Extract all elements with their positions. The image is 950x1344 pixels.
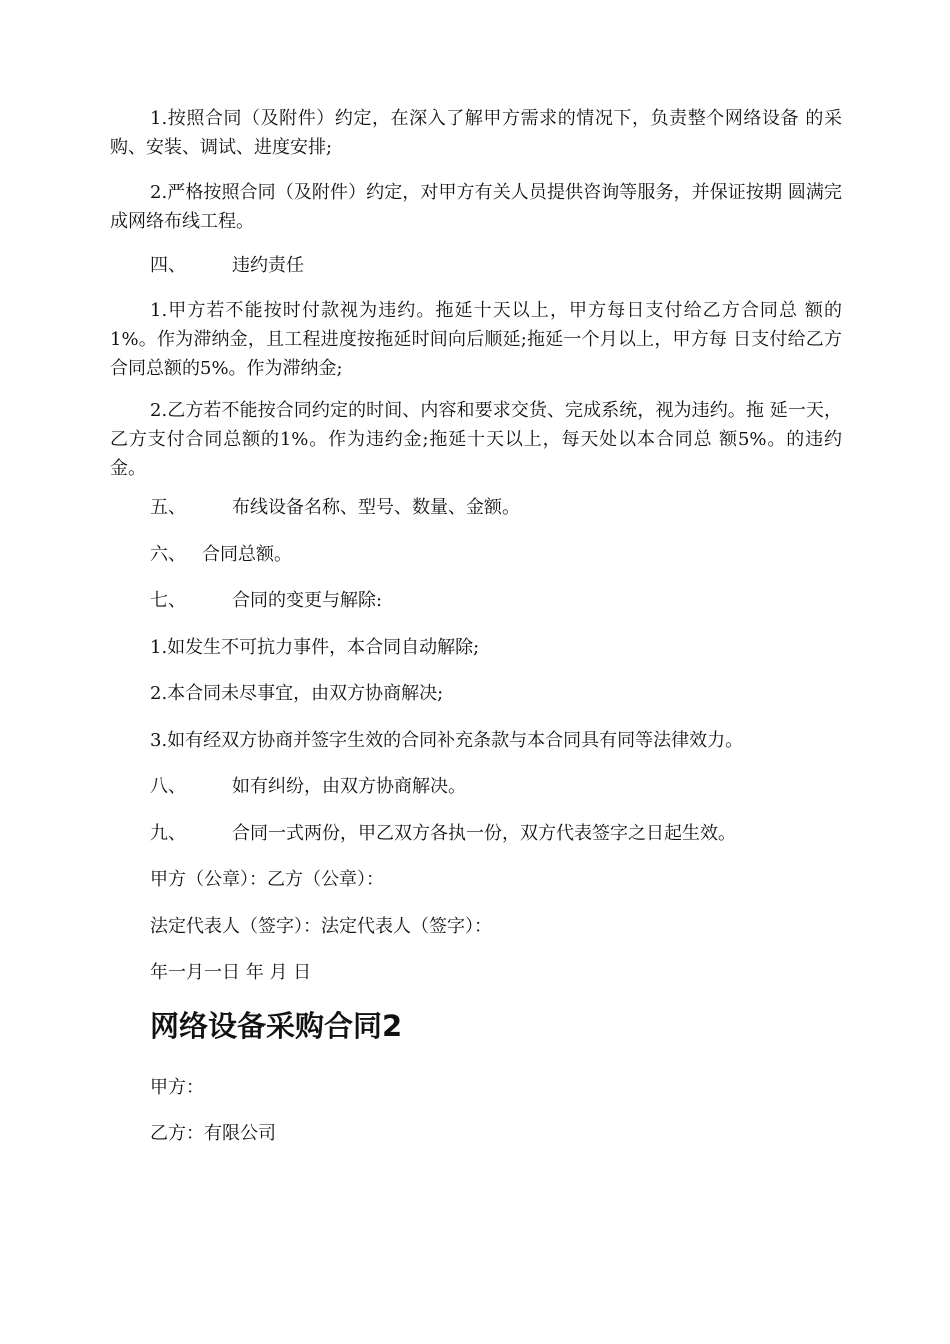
paragraph-penalty-1: 1.甲方若不能按时付款视为违约。拖延十天以上，甲方每日支付给乙方合同总 额的1%。作为滞纳金，且工程进度按拖延时间向后顺延;拖延一个月以上，甲方每 日支付给乙方合同总额的5%。作为滞纳金; bbox=[110, 300, 842, 379]
section-8-number: 八、 bbox=[150, 776, 186, 797]
section-7-heading bbox=[150, 586, 382, 615]
section-8-title: 如有纠纷，由双方协商解决。 bbox=[232, 776, 466, 797]
contract-2-title: 网络设备采购合同2 bbox=[150, 1009, 403, 1043]
section-6-heading bbox=[150, 540, 292, 569]
party-a-line: 甲方： bbox=[150, 1077, 204, 1098]
section-5-number: 五、 bbox=[150, 497, 186, 518]
section-9-number: 九、 bbox=[150, 823, 186, 844]
section-9-title: 合同一式两份，甲乙双方各执一份，双方代表签字之日起生效。 bbox=[232, 823, 736, 844]
party-b-line: 乙方：有限公司 bbox=[150, 1123, 276, 1144]
section-7-title: 合同的变更与解除: bbox=[232, 590, 383, 611]
section-6-title: 合同总额。 bbox=[202, 544, 292, 565]
section-9-heading bbox=[150, 819, 736, 848]
section-8-heading bbox=[150, 772, 466, 801]
list-item-2: 2.本合同未尽事宜，由双方协商解决; bbox=[150, 683, 444, 704]
date-line: 年一月一日 年 月 日 bbox=[150, 962, 312, 983]
list-item-3: 3.如有经双方协商并签字生效的合同补充条款与本合同具有同等法律效力。 bbox=[150, 730, 744, 751]
paragraph-duty-2: 2.严格按照合同（及附件）约定，对甲方有关人员提供咨询等服务，并保证按期 圆满完成网络布线工程。 bbox=[110, 182, 842, 232]
section-6-number: 六、 bbox=[150, 544, 186, 565]
section-4-heading bbox=[150, 251, 304, 280]
seal-line: 甲方（公章）：乙方（公章）： bbox=[150, 869, 384, 890]
list-item-1: 1.如发生不可抗力事件，本合同自动解除; bbox=[150, 637, 480, 658]
section-5-heading bbox=[150, 493, 520, 522]
signature-line: 法定代表人（签字）：法定代表人（签字）： bbox=[150, 916, 492, 937]
section-5-title: 布线设备名称、型号、数量、金额。 bbox=[232, 497, 520, 518]
section-4-title: 违约责任 bbox=[232, 255, 304, 276]
paragraph-duty-1: 1.按照合同（及附件）约定，在深入了解甲方需求的情况下，负责整个网络设备 的采购、安装、调试、进度安排; bbox=[110, 108, 842, 158]
paragraph-penalty-2: 2.乙方若不能按合同约定的时间、内容和要求交货、完成系统，视为违约。拖 延一天，乙方支付合同总额的1%。作为违约金;拖延十天以上，每天处以本合同总 额5%。的违约金。 bbox=[110, 400, 842, 479]
section-7-number: 七、 bbox=[150, 590, 186, 611]
section-4-number: 四、 bbox=[150, 255, 186, 276]
